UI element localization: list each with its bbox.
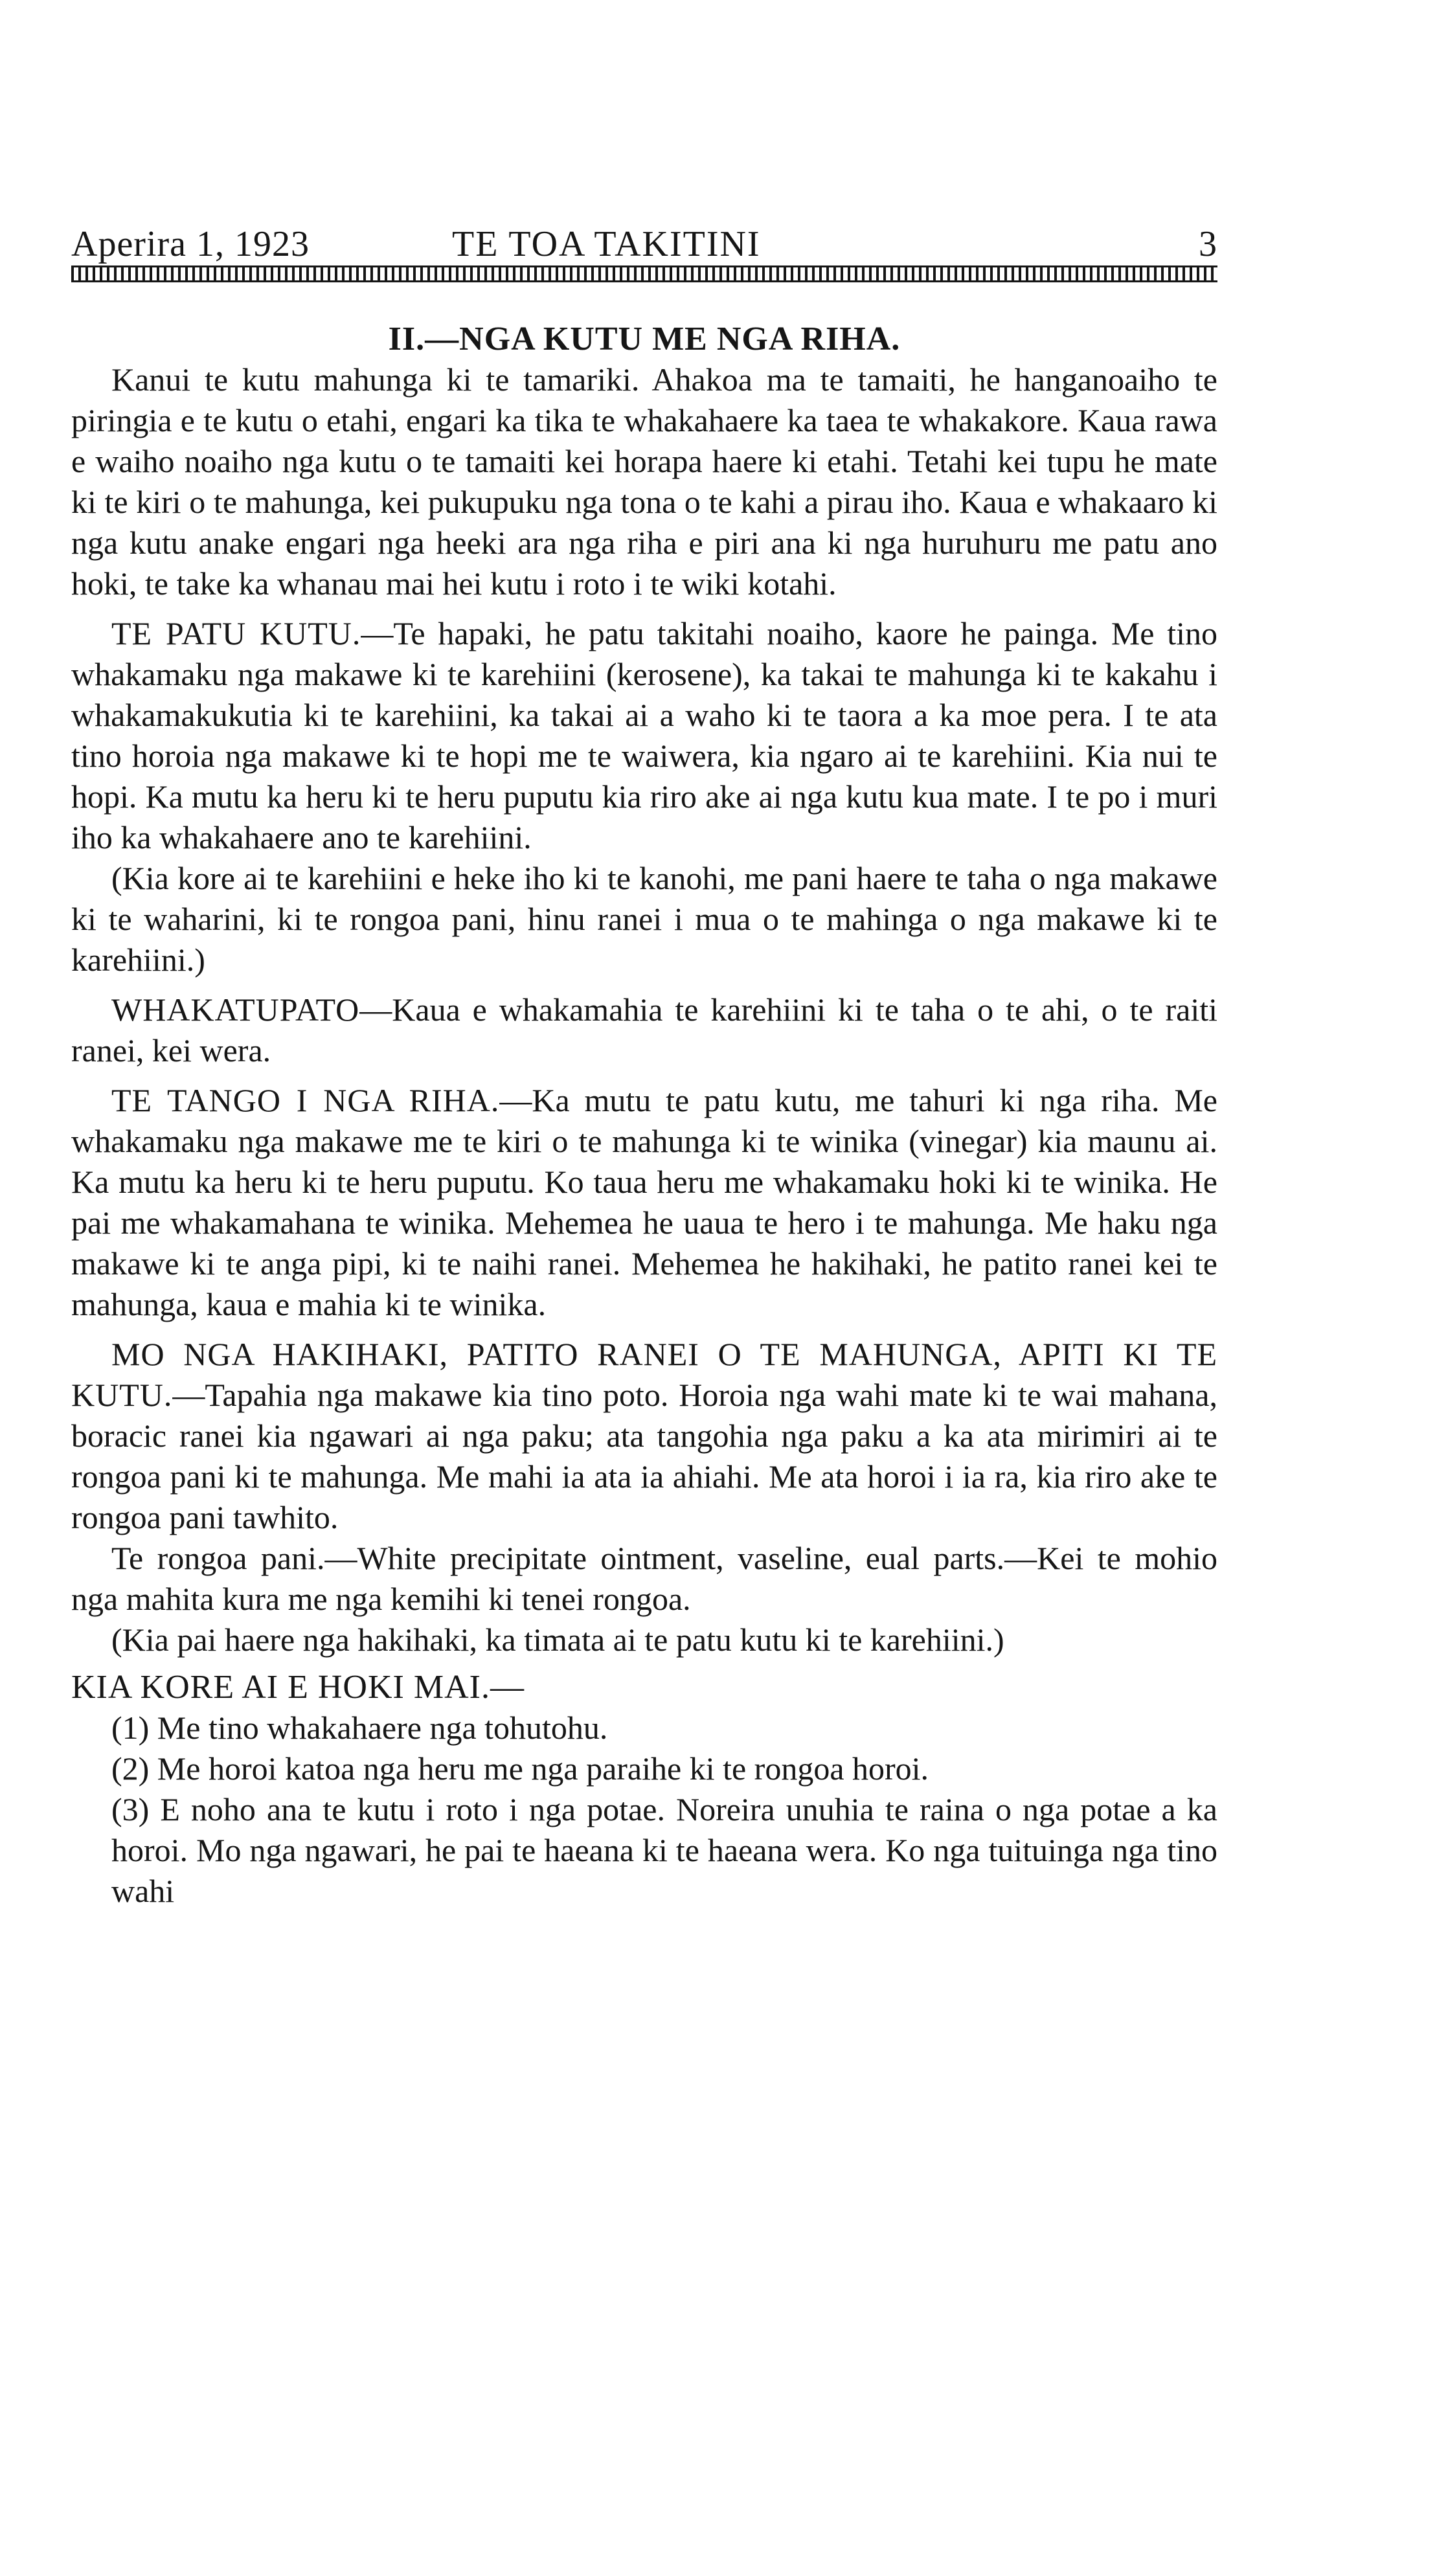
paragraph-text: —Tapahia nga makawe kia tino poto. Horoia nga wahi mate ki te wai mahana, boracic ranei kia ngawari ai nga paku; ata tangohia nga paku a ka ata mirimiri ai te rongoa pani ki te mahunga. Me mahi ia ata ia ahiahi. Me ata horoi i ia ra, kia riro ake te rongoa pani tawhito. bbox=[71, 1377, 1217, 1535]
paragraph-note-kerosene: (Kia kore ai te karehiini e heke iho ki te kanohi, me pani haere te taha o nga makawe ki te waharini, ki te rongoa pani, hinu ranei i mua o te mahinga o nga makawe ki te karehiini.) bbox=[71, 860, 1217, 978]
run-in-heading: MO NGA HAKIHAKI, PATITO RANEI O TE MAHUNGA, APITI KI TE KUTU. bbox=[71, 1336, 1217, 1413]
issue-date: Aperira 1, 1923 bbox=[71, 224, 310, 264]
section-title: II.—NGA KUTU ME NGA RIHA. bbox=[388, 321, 901, 357]
paragraph-te-tango-i-nga-riha bbox=[71, 1080, 1217, 1325]
subheading-kia-kore: KIA KORE AI E HOKI MAI.— bbox=[71, 1669, 525, 1706]
run-in-heading: TE TANGO I NGA RIHA. bbox=[111, 1082, 500, 1118]
paragraph-intro: Kanui te kutu mahunga ki te tamariki. Ahakoa ma te tamaiti, he hanganoaiho te piringia e te kutu o etahi, engari ka tika te whakahaere ka taea te whakakore. Kaua rawa e waiho noaiho nga kutu o te tamaiti kei horapa haere ki etahi. Tetahi kei tupu he mate ki te kiri o te mahunga, kei pukupuku nga tona o te kahi a pirau iho. Kaua e whakaaro ki nga kutu anake engari nga heeki ara nga riha e piri ana ki nga huruhuru me patu ano hoki, te take ka whanau mai hei kutu i roto i te wiki kotahi. bbox=[71, 361, 1217, 602]
journal-title: TE TOA TAKITINI bbox=[452, 224, 761, 264]
paragraph-text: —Kaua e whakamahia te karehiini ki te taha o te ahi, o te raiti ranei, kei wera. bbox=[71, 991, 1217, 1068]
list-item: (1) Me tino whakahaere nga tohutohu. bbox=[111, 1710, 608, 1746]
page-number: 3 bbox=[1199, 224, 1217, 264]
article-body bbox=[71, 319, 1217, 1912]
run-in-heading: WHAKATUPATO bbox=[111, 991, 360, 1028]
paragraph-note-hakihaki: (Kia pai haere nga hakihaki, ka timata ai te patu kutu ki te karehiini.) bbox=[111, 1621, 1004, 1658]
paragraph-whakatupato bbox=[71, 989, 1217, 1071]
list-item: (2) Me horoi katoa nga heru me nga paraihe ki te rongoa horoi. bbox=[111, 1750, 929, 1787]
run-in-heading: TE PATU KUTU. bbox=[111, 615, 361, 651]
paragraph-hakihaki bbox=[71, 1334, 1217, 1538]
paragraph-te-patu-kutu bbox=[71, 613, 1217, 858]
list-item: (3) E noho ana te kutu i roto i nga potae. Noreira unuhia te raina o nga potae a ka horoi. Mo nga ngawari, he pai te haeana ki te haeana wera. Ko nga tuituinga nga tino wahi bbox=[111, 1791, 1217, 1909]
paragraph-text: —Te hapaki, he patu takitahi noaiho, kaore he painga. Me tino whakamaku nga makawe ki te karehiini (kerosene), ka takai te mahunga ki te kakahu i whakamakukutia ki te karehiini, ka takai ai a waho ki te taora a ka moe pera. I te ata tino horoia nga makawe ki te hopi me te waiwera, kia ngaro ai te karehiini. Kia nui te hopi. Ka mutu ka heru ki te heru puputu kia riro ake ai nga kutu kua mate. I te po i muri iho ka whakahaere ano te karehiini. bbox=[71, 615, 1217, 855]
paragraph-text: —Ka mutu te patu kutu, me tahuri ki nga riha. Me whakamaku nga makawe me te kiri o te mahunga ki te winika (vinegar) kia maunu ai. Ka mutu ka heru ki te heru puputu. Ko taua heru me whakamaku hoki ki te winika. He pai me whakamahana te winika. Mehemea he uaua te hero i te mahunga. Me haku nga makawe ki te anga pipi, ki te naihi ranei. Mehemea he hakihaki, he patito ranei kei te mahunga, kaua e mahia ki te winika. bbox=[71, 1082, 1217, 1322]
decorative-rule bbox=[71, 266, 1217, 282]
paragraph-rongoa-pani: Te rongoa pani.—White precipitate ointment, vaseline, eual parts.—Kei te mohio nga mahita kura me nga kemihi ki tenei rongoa. bbox=[71, 1540, 1217, 1617]
